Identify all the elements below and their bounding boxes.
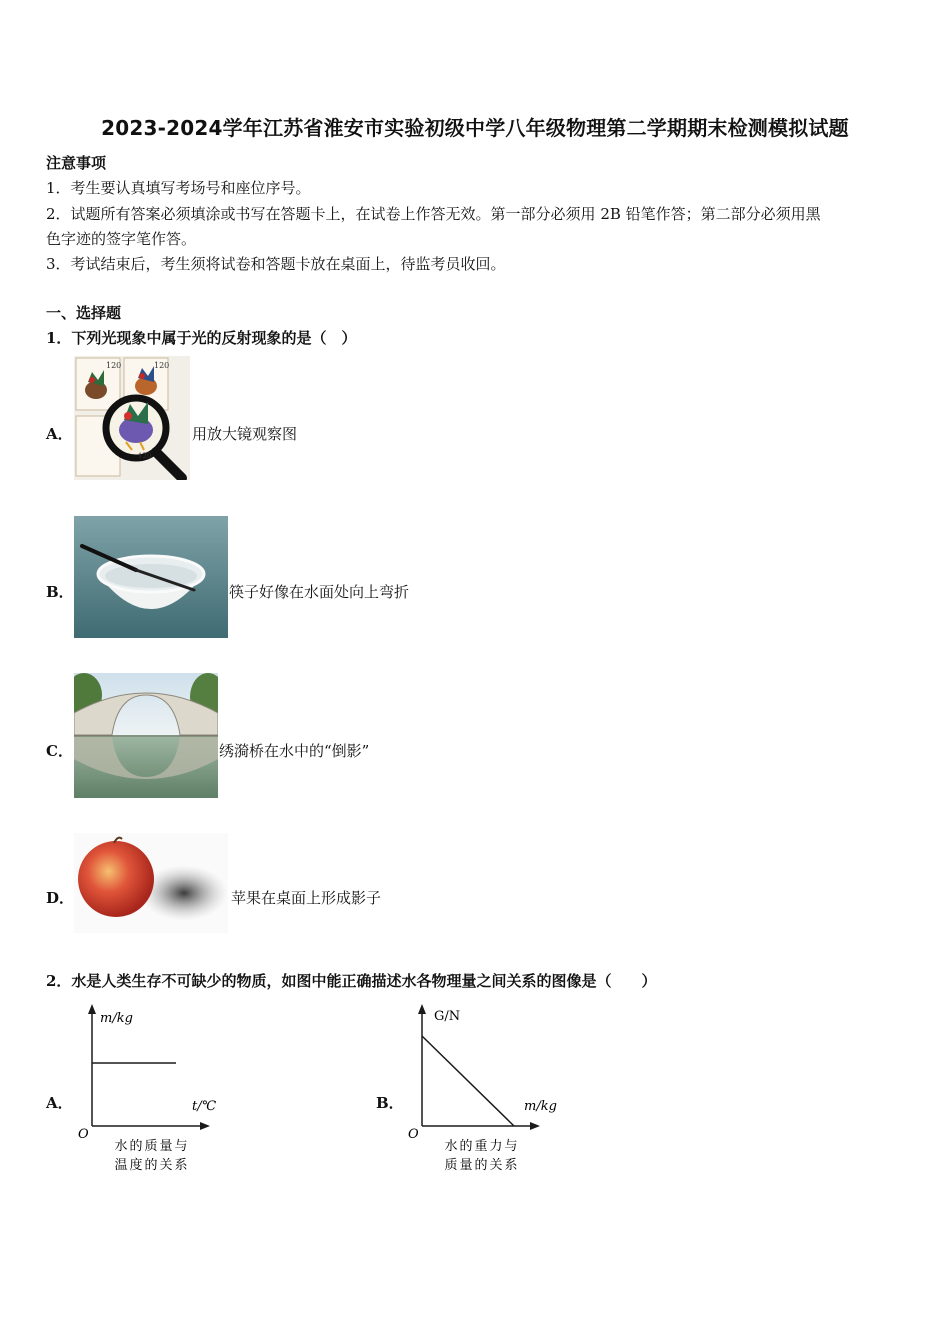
notice-item-2a: 2．试题所有答案必须填涂或书写在答题卡上，在试卷上作答无效。第一部分必须用 2B 铅笔作答；第二部分必须用黑 xyxy=(46,205,821,223)
q1-option-a-text: 用放大镜观察图 xyxy=(192,425,298,443)
graph-b-line xyxy=(422,1036,514,1126)
q1-option-c-letter: C． xyxy=(46,742,73,760)
bridge-reflection-image xyxy=(74,673,218,798)
notice-item-1: 1．考生要认真填写考场号和座位序号。 xyxy=(46,179,311,197)
q1-option-c-text: 绣漪桥在水中的“倒影” xyxy=(219,742,370,760)
notice-heading: 注意事项 xyxy=(46,154,107,172)
chopsticks-bowl-image xyxy=(74,516,228,638)
graph-a-x-label: t/℃ xyxy=(192,1099,217,1114)
q2-option-b-letter: B． xyxy=(376,1094,404,1112)
graph-b-y-label: G/N xyxy=(434,1009,461,1024)
graph-a-origin: O xyxy=(78,1127,89,1142)
stamp-value-2: 120 xyxy=(154,361,170,370)
stamp-value-3: 120 xyxy=(138,452,152,460)
section-heading: 一、选择题 xyxy=(46,304,122,322)
graph-b-origin: O xyxy=(408,1127,419,1142)
graph-b-caption-1: 水的重力与 xyxy=(444,1139,520,1154)
q1-stem: 1．下列光现象中属于光的反射现象的是（ ） xyxy=(46,329,357,347)
q1-option-d-text: 苹果在桌面上形成影子 xyxy=(231,889,382,907)
magnifier-stamp-image xyxy=(74,356,190,480)
graph-a-caption-2: 温度的关系 xyxy=(114,1158,190,1173)
notice-item-3: 3．考试结束后，考生须将试卷和答题卡放在桌面上，待监考员收回。 xyxy=(46,255,506,273)
q1-option-b-text: 筷子好像在水面处向上弯折 xyxy=(229,583,410,601)
stamp-value-1: 120 xyxy=(106,361,122,370)
apple-shadow-image xyxy=(74,833,228,933)
graph-b xyxy=(400,1000,570,1180)
graph-b-caption-2: 质量的关系 xyxy=(444,1158,520,1173)
q2-option-a-letter: A． xyxy=(46,1094,73,1112)
q1-option-a-letter: A． xyxy=(46,425,73,443)
graph-b-x-label: m/kg xyxy=(524,1099,557,1114)
graph-a-y-label: m/kg xyxy=(100,1011,133,1026)
page-title: 2023-2024学年江苏省淮安市实验初级中学八年级物理第二学期期末检测模拟试题 xyxy=(101,116,849,140)
q1-option-b-letter: B． xyxy=(46,583,74,601)
graph-a xyxy=(70,1000,230,1180)
graph-a-caption-1: 水的质量与 xyxy=(114,1139,190,1154)
q1-option-d-letter: D． xyxy=(46,889,75,907)
q2-stem: 2．水是人类生存不可缺少的物质，如图中能正确描述水各物理量之间关系的图像是（ ） xyxy=(46,972,657,990)
notice-item-2b: 色字迹的签字笔作答。 xyxy=(46,230,197,248)
